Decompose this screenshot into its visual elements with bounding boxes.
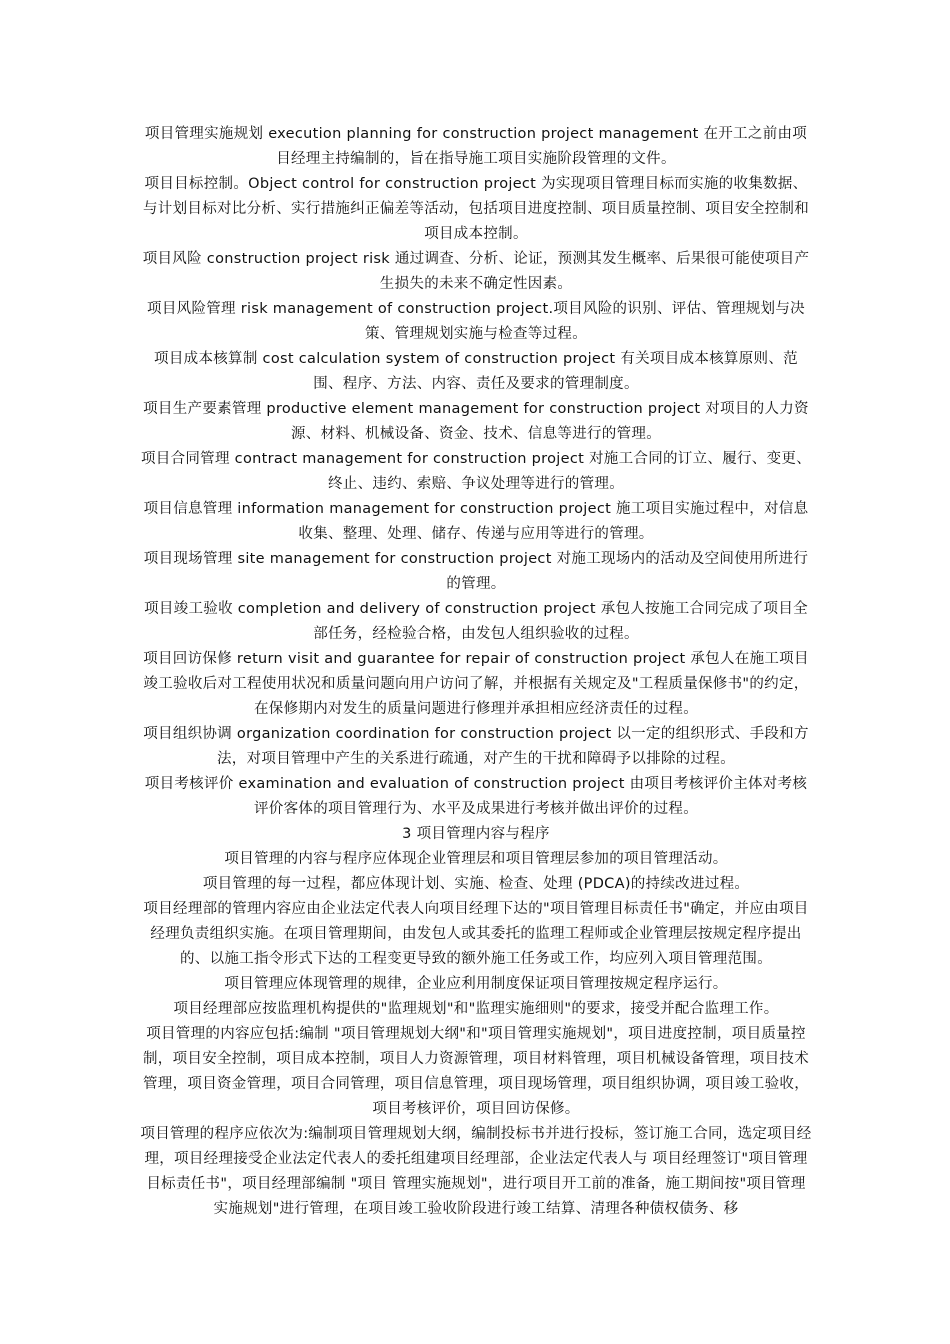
definition-cost-calculation: 项目成本核算制 cost calculation system of construction project 有关项目成本核算原则、范围、程序、方法、内容、责任及要求的管理制度。	[154, 351, 798, 392]
definition-return-visit: 项目回访保修 return visit and guarantee for repair of construction project 承包人在施工项目竣工验收后对工程使用状况和质量问题向用户访问了解，并根据有关规定及"工程质量保修书"的约定，在保修期内对发生的质量问题进行修理并承担相应经济责任的过程。	[143, 651, 809, 717]
section-paragraph: 项目管理的程序应依次为:编制项目管理规划大纲，编制投标书并进行投标，签订施工合同，选定项目经理，项目经理接受企业法定代表人的委托组建项目经理部，企业法定代表人与 项目经理签订"项目管理目标责任书"，项目经理部编制 "项目 管理实施规划"，进行项目开工前的准备，施工期间按"项目管理实施规划"进行管理，在项目竣工验收阶段进行竣工结算、清理各种债权债务、移	[140, 1126, 812, 1217]
section-paragraph: 项目经理部应按监理机构提供的"监理规划"和"监理实施细则"的要求，接受并配合监理工作。	[173, 1001, 779, 1017]
definition-project-risk: 项目风险 construction project risk 通过调查、分析、论证，预测其发生概率、后果很可能使项目产生损失的未来不确定性因素。	[142, 251, 810, 292]
definition-information-management: 项目信息管理 information management for construction project 施工项目实施过程中，对信息收集、整理、处理、储存、传递与应用等进行的管理。	[143, 501, 809, 542]
document-page	[140, 122, 812, 1222]
section-paragraph: 项目管理应体现管理的规律，企业应利用制度保证项目管理按规定程序运行。	[224, 976, 728, 992]
definition-object-control: 项目目标控制。Object control for construction project 为实现项目管理目标而实施的收集数据、与计划目标对比分析、实行措施纠正偏差等活动，包括项目进度控制、项目质量控制、项目安全控制和项目成本控制。	[143, 176, 809, 242]
definition-productive-element: 项目生产要素管理 productive element management for construction project 对项目的人力资源、材料、机械设备、资金、技术、信息等进行的管理。	[143, 401, 809, 442]
section-paragraph: 项目管理的内容应包括:编制 "项目管理规划大纲"和"项目管理实施规划"，项目进度控制，项目质量控制，项目安全控制，项目成本控制，项目人力资源管理，项目材料管理，项目机械设备管理，项目技术管理，项目资金管理，项目合同管理，项目信息管理，项目现场管理，项目组织协调，项目竣工验收，项目考核评价，项目回访保修。	[143, 1026, 809, 1117]
definition-organization-coordination: 项目组织协调 organization coordination for construction project 以一定的组织形式、手段和方法，对项目管理中产生的关系进行疏通，对产生的干扰和障碍予以排除的过程。	[143, 726, 809, 767]
section-heading: 3 项目管理内容与程序	[402, 826, 550, 842]
section-paragraph: 项目管理的每一过程，都应体现计划、实施、检查、处理 (PDCA)的持续改进过程。	[202, 876, 750, 892]
definition-completion-delivery: 项目竣工验收 completion and delivery of construction project 承包人按施工合同完成了项目全部任务，经检验合格，由发包人组织验收的过程。	[144, 601, 808, 642]
definition-site-management: 项目现场管理 site management for construction project 对施工现场内的活动及空间使用所进行的管理。	[143, 551, 809, 592]
section-paragraph: 项目管理的内容与程序应体现企业管理层和项目管理层参加的项目管理活动。	[224, 851, 728, 867]
definition-contract-management: 项目合同管理 contract management for construction project 对施工合同的订立、履行、变更、终止、违约、索赔、争议处理等进行的管理。	[140, 451, 812, 492]
section-paragraph: 项目经理部的管理内容应由企业法定代表人向项目经理下达的"项目管理目标责任书"确定，并应由项目经理负责组织实施。在项目管理期间，由发包人或其委托的监理工程师或企业管理层按规定程序提出的、以施工指令形式下达的工程变更导致的额外施工任务或工作，均应列入项目管理范围。	[143, 901, 809, 967]
definition-risk-management: 项目风险管理 risk management of construction project.项目风险的识别、评估、管理规划与决策、管理规划实施与检查等过程。	[147, 301, 805, 342]
definition-execution-planning: 项目管理实施规划 execution planning for construction project management 在开工之前由项目经理主持编制的，旨在指导施工项目实施阶段管理的文件。	[144, 126, 808, 167]
definition-examination-evaluation: 项目考核评价 examination and evaluation of construction project 由项目考核评价主体对考核评价客体的项目管理行为、水平及成果进行考核并做出评价的过程。	[144, 776, 808, 817]
